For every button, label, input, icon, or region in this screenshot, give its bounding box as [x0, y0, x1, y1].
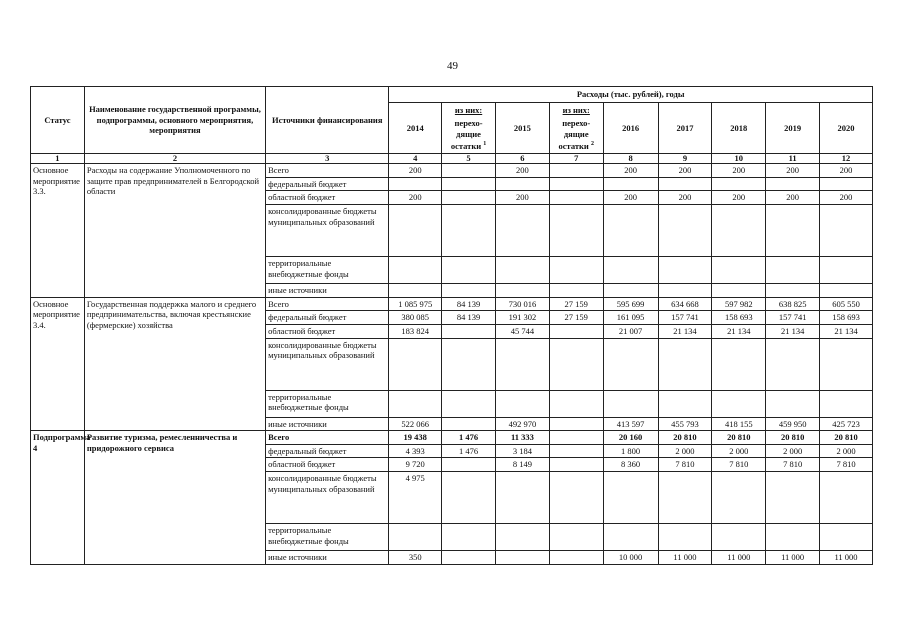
funding-source: территориальные внебюджетные фонды [266, 390, 389, 417]
amount-cell: 2 000 [712, 444, 766, 458]
amount-cell: 200 [603, 164, 658, 178]
amount-cell: 183 824 [389, 324, 442, 338]
footnote-1: 1 [483, 141, 487, 148]
amount-cell [442, 284, 496, 298]
amount-cell: 161 095 [603, 311, 658, 325]
column-number: 8 [603, 154, 658, 164]
amount-cell [603, 338, 658, 390]
amount-cell [820, 472, 873, 524]
amount-cell [389, 205, 442, 257]
amount-cell [495, 205, 549, 257]
amount-cell [658, 390, 712, 417]
amount-cell [712, 205, 766, 257]
funding-source: федеральный бюджет [266, 177, 389, 191]
amount-cell [766, 390, 820, 417]
amount-cell [658, 257, 712, 284]
amount-cell: 8 360 [603, 458, 658, 472]
amount-cell [712, 338, 766, 390]
amount-cell [712, 284, 766, 298]
amount-cell [549, 458, 603, 472]
amount-cell: 459 950 [766, 417, 820, 431]
amount-cell: 200 [712, 164, 766, 178]
funding-source: областной бюджет [266, 324, 389, 338]
column-number: 4 [389, 154, 442, 164]
amount-cell: 200 [495, 164, 549, 178]
amount-cell: 7 810 [712, 458, 766, 472]
amount-cell [603, 205, 658, 257]
amount-cell: 425 723 [820, 417, 873, 431]
header-status: Статус [31, 87, 85, 154]
row-status: Основное мероприятие 3.3. [31, 164, 85, 298]
amount-cell [495, 338, 549, 390]
amount-cell [442, 177, 496, 191]
amount-cell [658, 205, 712, 257]
header-year-2017: 2017 [658, 103, 712, 154]
amount-cell [820, 205, 873, 257]
amount-cell: 634 668 [658, 297, 712, 311]
amount-cell [442, 417, 496, 431]
amount-cell [442, 164, 496, 178]
amount-cell: 3 184 [495, 444, 549, 458]
page-number: 49 [447, 60, 458, 72]
amount-cell: 157 741 [658, 311, 712, 325]
amount-cell: 9 720 [389, 458, 442, 472]
amount-cell: 20 810 [766, 431, 820, 445]
amount-cell [549, 191, 603, 205]
funding-source: территориальные внебюджетные фонды [266, 257, 389, 284]
amount-cell: 2 000 [766, 444, 820, 458]
amount-cell [549, 324, 603, 338]
amount-cell [820, 338, 873, 390]
amount-cell [603, 390, 658, 417]
funding-source: Всего [266, 297, 389, 311]
header-of-which-1: из них: [454, 104, 483, 115]
amount-cell: 7 810 [658, 458, 712, 472]
header-carry-label-1: перехо-дящие остатки [450, 118, 483, 151]
amount-cell [495, 177, 549, 191]
amount-cell [442, 524, 496, 551]
amount-cell [712, 257, 766, 284]
amount-cell: 19 438 [389, 431, 442, 445]
row-name: Развитие туризма, ремесленничества и придорожного сервиса [84, 431, 265, 565]
amount-cell: 7 810 [766, 458, 820, 472]
amount-cell: 8 149 [495, 458, 549, 472]
funding-source: консолидированные бюджеты муниципальных образований [266, 205, 389, 257]
amount-cell [820, 177, 873, 191]
amount-cell: 638 825 [766, 297, 820, 311]
amount-cell [766, 205, 820, 257]
amount-cell: 455 793 [658, 417, 712, 431]
amount-cell [442, 257, 496, 284]
amount-cell [442, 205, 496, 257]
amount-cell: 200 [820, 191, 873, 205]
amount-cell: 7 810 [820, 458, 873, 472]
amount-cell [442, 338, 496, 390]
header-carry-label-2: перехо-дящие остатки [558, 118, 591, 151]
amount-cell: 200 [495, 191, 549, 205]
amount-cell [766, 177, 820, 191]
header-year-2018: 2018 [712, 103, 766, 154]
amount-cell [495, 390, 549, 417]
amount-cell: 21 134 [658, 324, 712, 338]
amount-cell [442, 472, 496, 524]
amount-cell: 21 134 [766, 324, 820, 338]
amount-cell: 11 000 [712, 551, 766, 565]
header-name: Наименование государственной программы, подпрограммы, основного мероприятия, мероприятия [84, 87, 265, 154]
row-status: Подпрограмма 4 [31, 431, 85, 565]
amount-cell: 84 139 [442, 297, 496, 311]
amount-cell [549, 390, 603, 417]
header-year-2019: 2019 [766, 103, 820, 154]
funding-source: консолидированные бюджеты муниципальных образований [266, 338, 389, 390]
amount-cell [495, 284, 549, 298]
amount-cell: 11 333 [495, 431, 549, 445]
amount-cell: 605 550 [820, 297, 873, 311]
header-of-which-2: из них: [562, 104, 590, 115]
column-number: 2 [84, 154, 265, 164]
funding-source: Всего [266, 164, 389, 178]
funding-source: территориальные внебюджетные фонды [266, 524, 389, 551]
amount-cell: 20 810 [658, 431, 712, 445]
amount-cell [820, 524, 873, 551]
amount-cell: 2 000 [658, 444, 712, 458]
column-number: 3 [266, 154, 389, 164]
amount-cell: 730 016 [495, 297, 549, 311]
amount-cell: 27 159 [549, 297, 603, 311]
amount-cell: 4 975 [389, 472, 442, 524]
row-name: Расходы на содержание Уполномоченного по защите прав предпринимателей в Белгородской области [84, 164, 265, 298]
amount-cell [658, 284, 712, 298]
row-status: Основное мероприятие 3.4. [31, 297, 85, 431]
amount-cell [389, 257, 442, 284]
budget-table [30, 86, 873, 565]
column-number: 1 [31, 154, 85, 164]
funding-source: федеральный бюджет [266, 444, 389, 458]
funding-source: федеральный бюджет [266, 311, 389, 325]
amount-cell: 350 [389, 551, 442, 565]
header-sources: Источники финансирования [266, 87, 389, 154]
amount-cell: 27 159 [549, 311, 603, 325]
amount-cell [820, 284, 873, 298]
column-number: 5 [442, 154, 496, 164]
amount-cell: 2 000 [820, 444, 873, 458]
table-row [31, 431, 873, 445]
funding-source: областной бюджет [266, 458, 389, 472]
amount-cell: 200 [766, 164, 820, 178]
table-row [31, 297, 873, 311]
amount-cell [549, 284, 603, 298]
amount-cell [389, 338, 442, 390]
column-number: 9 [658, 154, 712, 164]
amount-cell [712, 472, 766, 524]
amount-cell [495, 551, 549, 565]
amount-cell [712, 177, 766, 191]
amount-cell [603, 177, 658, 191]
amount-cell: 45 744 [495, 324, 549, 338]
table-body [31, 164, 873, 565]
amount-cell [442, 324, 496, 338]
header-year-2014: 2014 [389, 103, 442, 154]
amount-cell: 11 000 [820, 551, 873, 565]
header-carryover-2 [549, 103, 603, 154]
funding-source: иные источники [266, 551, 389, 565]
amount-cell [658, 177, 712, 191]
amount-cell [549, 338, 603, 390]
amount-cell: 157 741 [766, 311, 820, 325]
amount-cell [766, 472, 820, 524]
amount-cell [549, 417, 603, 431]
amount-cell [549, 524, 603, 551]
amount-cell: 20 160 [603, 431, 658, 445]
amount-cell: 1 476 [442, 444, 496, 458]
amount-cell [549, 444, 603, 458]
amount-cell: 21 134 [712, 324, 766, 338]
amount-cell [603, 284, 658, 298]
amount-cell [603, 257, 658, 284]
amount-cell [549, 431, 603, 445]
amount-cell: 200 [820, 164, 873, 178]
funding-source: Всего [266, 431, 389, 445]
amount-cell: 191 302 [495, 311, 549, 325]
column-number: 11 [766, 154, 820, 164]
amount-cell [766, 257, 820, 284]
amount-cell [712, 390, 766, 417]
amount-cell [658, 338, 712, 390]
funding-source: иные источники [266, 284, 389, 298]
column-number: 12 [820, 154, 873, 164]
amount-cell: 1 800 [603, 444, 658, 458]
table-row [31, 164, 873, 178]
amount-cell: 380 085 [389, 311, 442, 325]
amount-cell [549, 257, 603, 284]
header-year-2016: 2016 [603, 103, 658, 154]
amount-cell: 21 134 [820, 324, 873, 338]
amount-cell [603, 524, 658, 551]
funding-source: консолидированные бюджеты муниципальных образований [266, 472, 389, 524]
amount-cell: 21 007 [603, 324, 658, 338]
amount-cell: 200 [389, 191, 442, 205]
amount-cell: 200 [766, 191, 820, 205]
funding-source: иные источники [266, 417, 389, 431]
amount-cell: 200 [658, 164, 712, 178]
amount-cell: 11 000 [766, 551, 820, 565]
amount-cell [495, 524, 549, 551]
amount-cell [658, 524, 712, 551]
amount-cell: 595 699 [603, 297, 658, 311]
amount-cell: 200 [712, 191, 766, 205]
amount-cell: 200 [389, 164, 442, 178]
amount-cell [766, 338, 820, 390]
header-year-2020: 2020 [820, 103, 873, 154]
amount-cell [766, 524, 820, 551]
amount-cell [820, 257, 873, 284]
amount-cell [389, 390, 442, 417]
amount-cell [389, 284, 442, 298]
header-year-2015: 2015 [495, 103, 549, 154]
amount-cell [766, 284, 820, 298]
amount-cell [442, 551, 496, 565]
row-name: Государственная поддержка малого и среднего предпринимательства, включая крестьянские (фермерские) хозяйства [84, 297, 265, 431]
amount-cell [603, 472, 658, 524]
amount-cell: 10 000 [603, 551, 658, 565]
column-number: 7 [549, 154, 603, 164]
amount-cell: 492 970 [495, 417, 549, 431]
amount-cell [389, 524, 442, 551]
amount-cell: 418 155 [712, 417, 766, 431]
column-number: 6 [495, 154, 549, 164]
column-number: 10 [712, 154, 766, 164]
amount-cell [495, 472, 549, 524]
amount-cell [389, 177, 442, 191]
amount-cell: 158 693 [820, 311, 873, 325]
column-number-row [31, 154, 873, 164]
amount-cell [658, 472, 712, 524]
amount-cell: 1 476 [442, 431, 496, 445]
amount-cell [549, 551, 603, 565]
amount-cell: 20 810 [820, 431, 873, 445]
amount-cell: 597 982 [712, 297, 766, 311]
amount-cell: 200 [658, 191, 712, 205]
funding-source: областной бюджет [266, 191, 389, 205]
amount-cell [442, 390, 496, 417]
header-expenses: Расходы (тыс. рублей), годы [389, 87, 873, 103]
amount-cell [549, 205, 603, 257]
footnote-2: 2 [590, 141, 594, 148]
amount-cell: 4 393 [389, 444, 442, 458]
amount-cell [442, 458, 496, 472]
amount-cell: 11 000 [658, 551, 712, 565]
amount-cell [442, 191, 496, 205]
amount-cell [549, 177, 603, 191]
amount-cell: 20 810 [712, 431, 766, 445]
amount-cell: 200 [603, 191, 658, 205]
amount-cell: 413 597 [603, 417, 658, 431]
amount-cell: 1 085 975 [389, 297, 442, 311]
amount-cell [549, 164, 603, 178]
amount-cell: 84 139 [442, 311, 496, 325]
amount-cell [549, 472, 603, 524]
amount-cell: 522 066 [389, 417, 442, 431]
amount-cell [495, 257, 549, 284]
amount-cell: 158 693 [712, 311, 766, 325]
amount-cell [712, 524, 766, 551]
amount-cell [820, 390, 873, 417]
header-carryover-1 [442, 103, 496, 154]
